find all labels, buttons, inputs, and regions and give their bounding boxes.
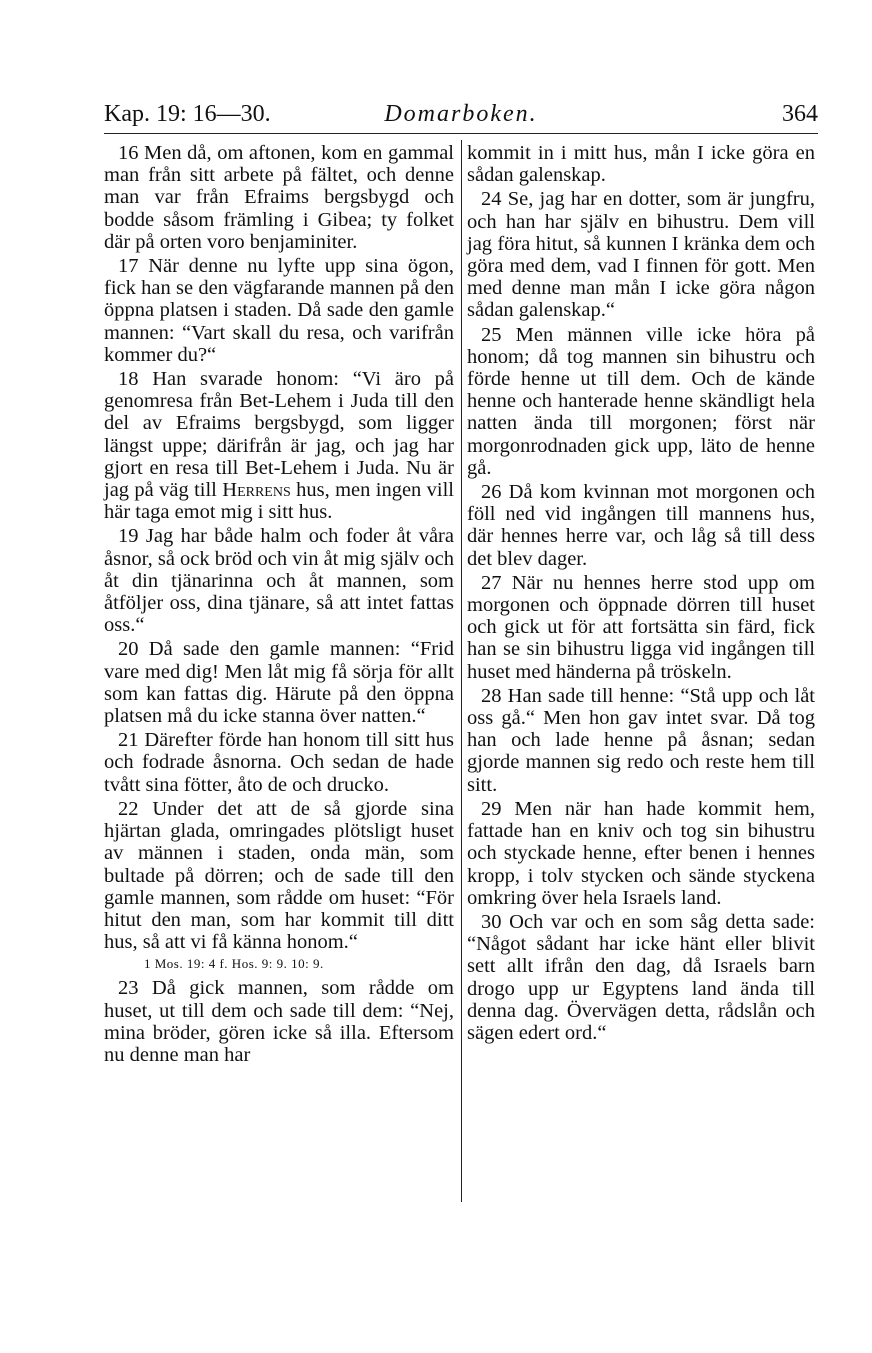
verse-16: 16 Men då, om aftonen, kom en gammal man från sitt arbete på fältet, och denne man var från Efraims bergsbygd och bodde såsom främling i Gibea; ty folket där på orten voro benjaminiter. [104,142,454,253]
chapter-reference: Kap. 19: 16—30. [104,101,271,127]
verse-21: 21 Därefter förde han honom till sitt hus och fodrade åsnorna. Och sedan de hade tvått sina fötter, åto de och drucko. [104,729,454,796]
verse-24: 24 Se, jag har en dotter, som är jungfru, och han har själv en bihustru. Dem vill jag föra hitut, så kunnen I kränka dem och göra med dem, vad I finnen för gott. Men med denne man mån I icke göra någon sådan galenskap.“ [467,188,815,322]
verse-23-continued: kommit in i mitt hus, mån I icke göra en sådan galenskap. [467,142,815,187]
page-number: 364 [782,101,818,127]
left-column [104,142,454,1068]
column-divider [461,140,462,1202]
cross-reference: 1 Mos. 19: 4 f. Hos. 9: 9. 10: 9. [144,956,324,972]
verse-18-part-2: hus, men ingen vill här taga emot mig i sitt hus. [104,479,455,524]
book-title: Domarboken. [384,101,538,127]
verse-25: 25 Men männen ville icke höra på honom; då tog mannen sin bihustru och förde henne ut till dem. Och de kände henne och hanterade henne skändligt hela natten ända till morgonen; först när morgonrodnaden gick upp, läto de henne gå. [467,323,815,479]
verse-23: 23 Då gick mannen, som rådde om huset, ut till dem och sade till dem: “Nej, mina bröder, gören icke så illa. Eftersom nu denne man har [104,977,454,1066]
verse-20: 20 Då sade den gamle mannen: “Frid vare med dig! Men låt mig få sörja för allt som kan fattas dig. Härute på den öppna platsen må du icke stanna över natten.“ [104,638,454,728]
verse-18 [104,368,454,523]
header-rule [104,133,818,134]
verse-28: 28 Han sade till henne: “Stå upp och låt oss gå.“ Men hon gav intet svar. Då tog han och lade henne på åsnan; sedan gjorde mannen sig redo och reste hem till sitt. [467,684,815,796]
verse-18-part-1: 18 Han svarade honom: “Vi äro på genomresa från Bet-Lehem i Juda till den del av Efraims bergsbygd, som ligger längst uppe; därifrån är jag, och jag har gjort en resa till Bet-Lehem i Juda. Nu är jag på väg till [104,368,454,502]
verse-26: 26 Då kom kvinnan mot morgonen och föll ned vid ingången till mannens hus, där hennes herre var, och låg så till dess det blev dager. [467,481,815,570]
verse-30: 30 Och var och en som såg detta sade: “Något sådant har icke hänt eller blivit sett allt ifrån den dag, då Israels barn drogo upp ur Egyptens land ända till denna dag. Övervägen detta, rådslån och sägen edert ord.“ [467,910,815,1044]
page-header [104,96,818,132]
verse-22: 22 Under det att de så gjorde sina hjärtan glada, omringades plötsligt huset av männen i staden, onda män, som bultade på dörren; och de sade till den gamle mannen, som rådde om huset: “För hitut den man, som har kommit till ditt hus, så att vi få känna honom.“ [104,797,454,954]
verse-19: 19 Jag har både halm och foder åt våra åsnor, så ock bröd och vin åt mig själv och åt din tjänarinna och åt mannen, som åtföljer oss, dina tjänare, så att intet fattas oss.“ [104,525,454,637]
lord-small-caps: Herrens [222,479,291,502]
verse-29: 29 Men när han hade kommit hem, fattade han en kniv och tog sin bihustru och styckade henne, efter benen i hennes kropp, i tolv stycken och sände styckena omkring över hela Israels land. [467,797,815,909]
verse-17: 17 När denne nu lyfte upp sina ögon, fick han se den vägfarande mannen på den öppna platsen i staden. Då sade den gamle mannen: “Vart skall du resa, och varifrån kommer du?“ [104,255,454,366]
right-column [467,142,815,1046]
verse-27: 27 När nu hennes herre stod upp om morgonen och öppnade dörren till huset och gick ut för att fortsätta sin färd, fick han se sin bihustru ligga vid ingången till huset med händerna på tröskeln. [467,571,815,683]
